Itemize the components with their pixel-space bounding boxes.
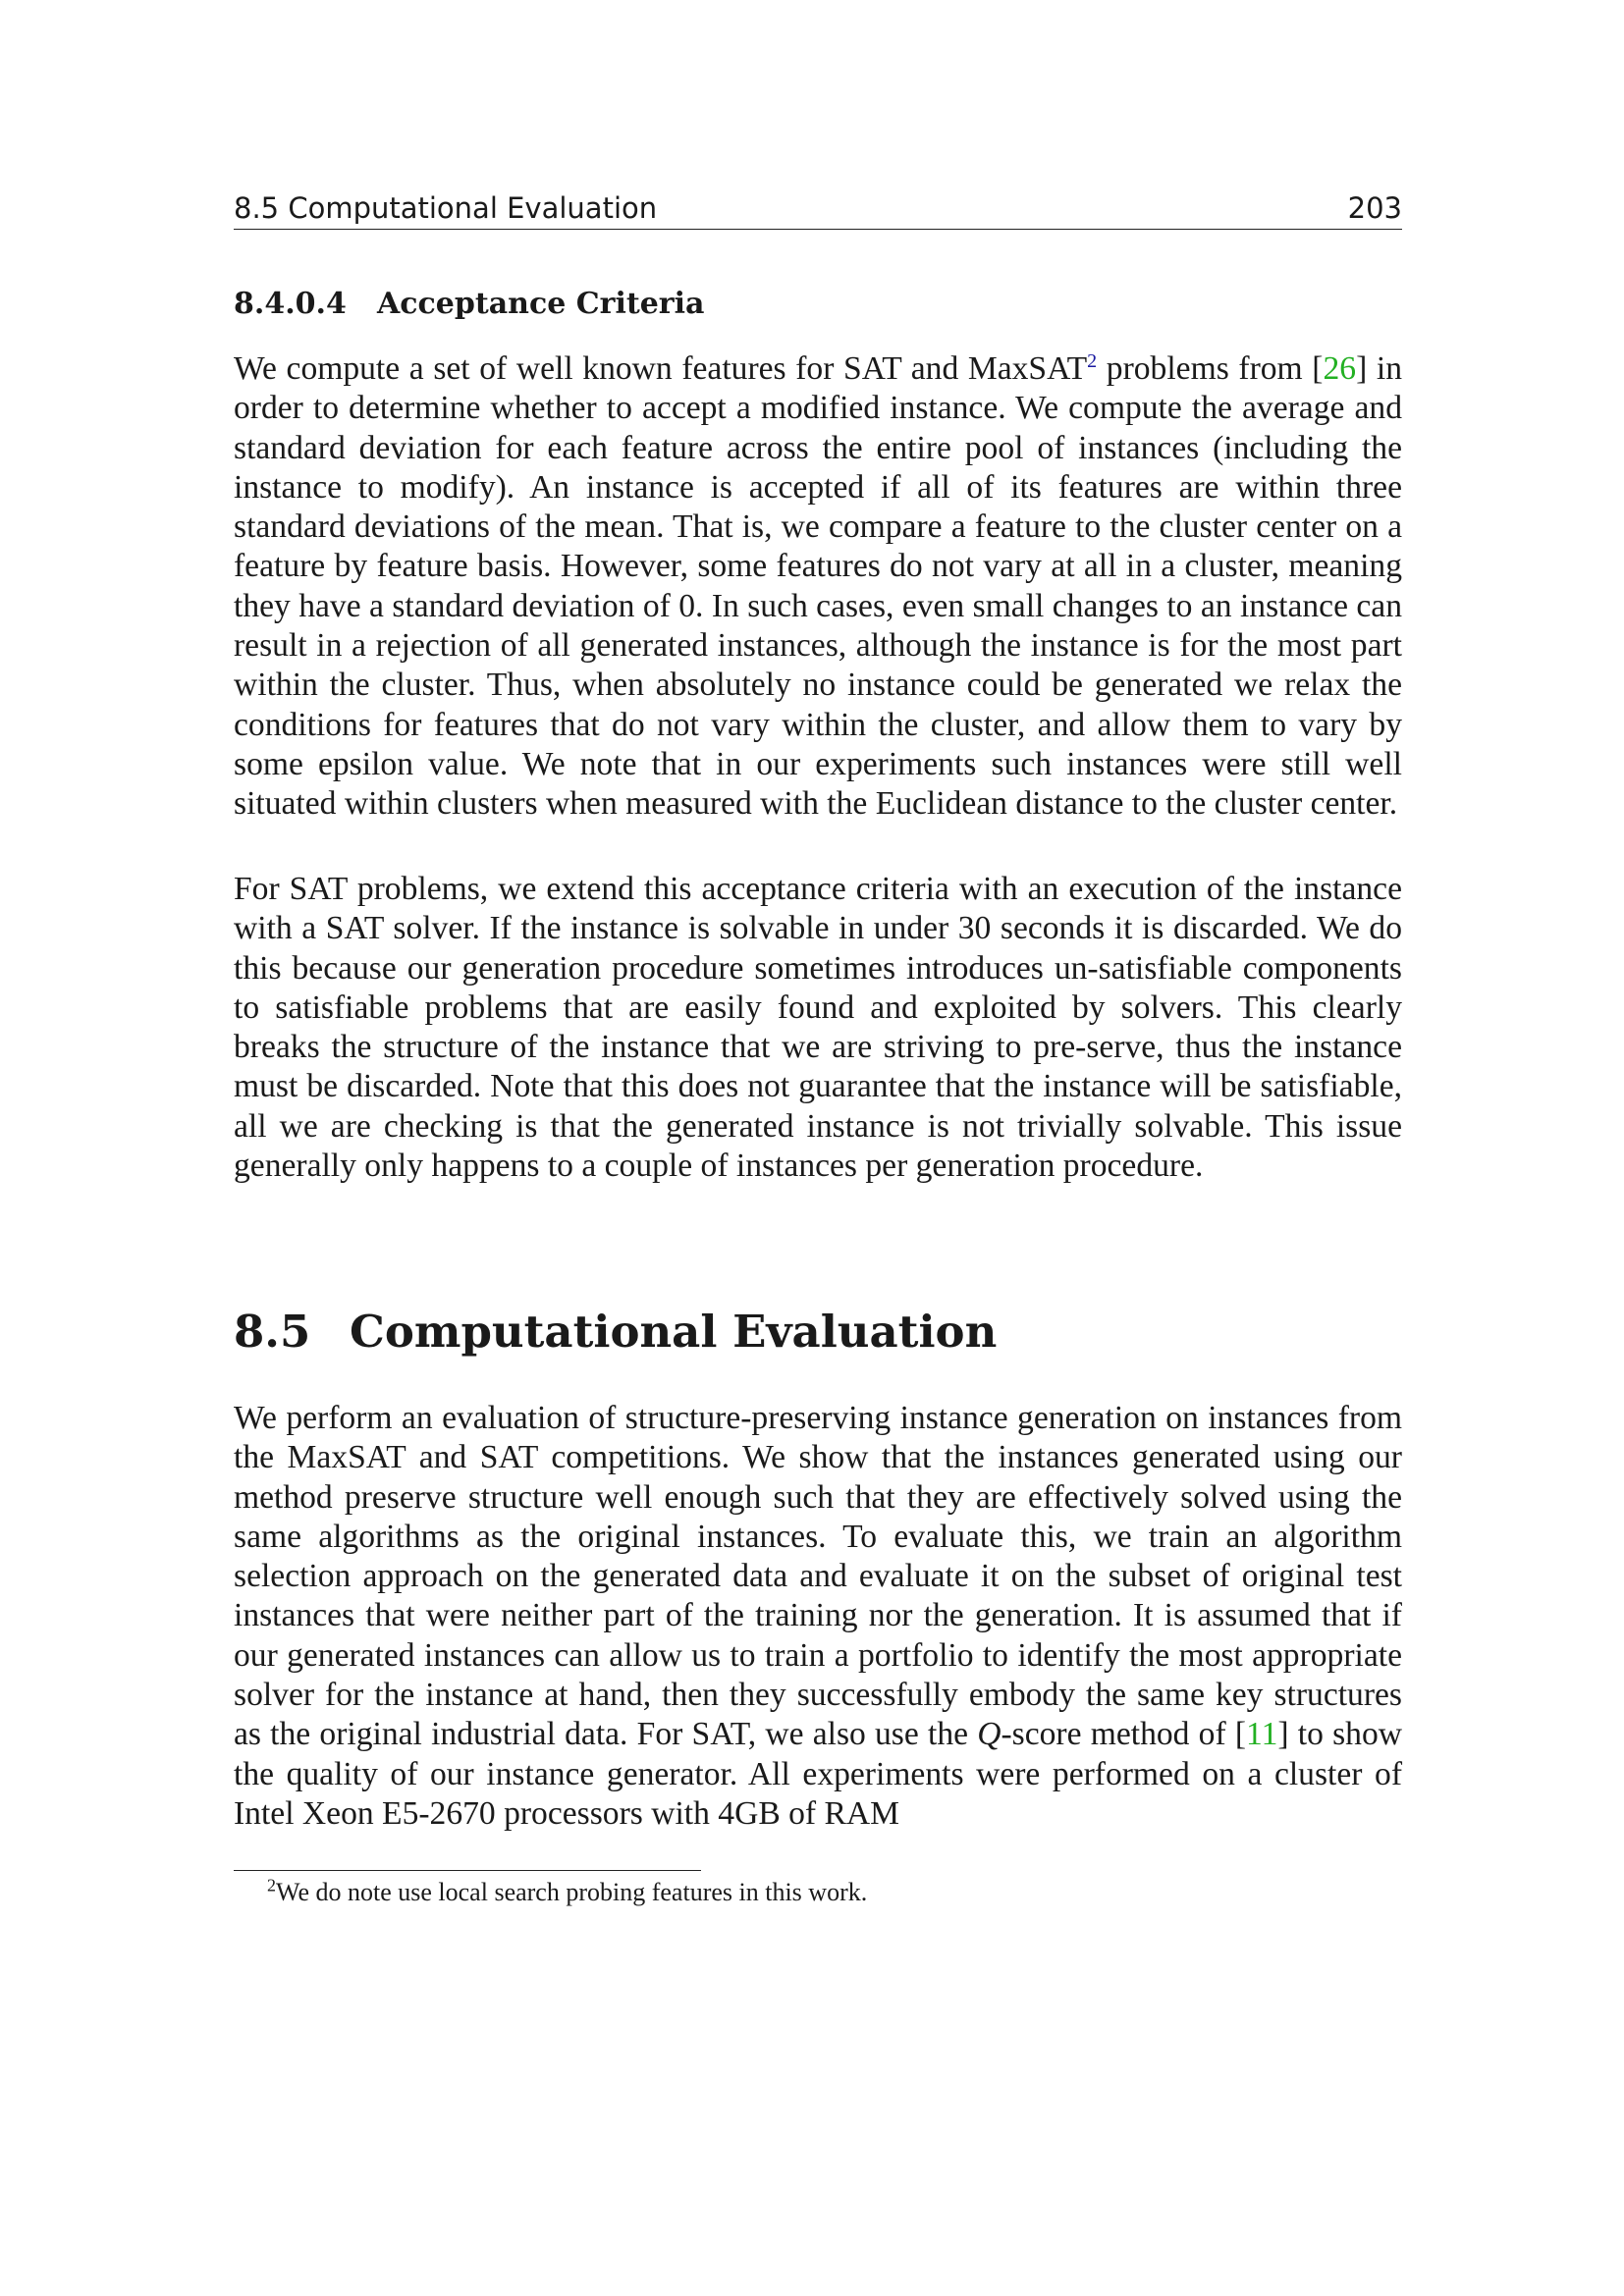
- footnote-text: We do note use local search probing features in this work.: [276, 1878, 868, 1906]
- subsection-title: Acceptance Criteria: [377, 287, 705, 321]
- para1-text-c: ] in order to determine whether to accept a modified instance. We compute the average and standard deviation for each feature across the entire pool of instances (including the instance to modify). An instance is accepted if all of its features are within three standard deviations of the mean. That is, we compare a feature to the cluster center on a feature by feature basis. However, some features do not vary at all in a cluster, meaning they have a standard deviation of 0. In such cases, even small changes to an instance can result in a rejection of all generated instances, although the instance is for the most part within the cluster. Thus, when absolutely no instance could be generated we relax the conditions for features that do not vary within the cluster, and allow them to vary by some epsilon value. We note that in our experiments such instances were still well situated within clusters when measured with the Euclidean distance to the cluster center.: [234, 350, 1402, 823]
- citation-link-26[interactable]: 26: [1323, 350, 1357, 387]
- footnote-rule: [234, 1870, 701, 1871]
- subsection-number: 8.4.0.4: [234, 287, 347, 321]
- section-number: 8.5: [234, 1306, 311, 1358]
- para3-text-c: ] to show the quality of our instance generator. All experiments were performed on a cluster of Intel Xeon E5-2670 processors with 4GB of RAM: [234, 1716, 1402, 1832]
- para1-text-a: We compute a set of well known features for SAT and MaxSAT: [234, 350, 1088, 387]
- running-title: 8.5 Computational Evaluation: [234, 191, 658, 225]
- paragraph-acceptance-2: For SAT problems, we extend this acceptance criteria with an execution of the instance with a SAT solver. If the instance is solvable in under 30 seconds it is discarded. We do this because our generation procedure sometimes introduces un-satisfiable components to satisfiable problems that are easily found and exploited by solvers. This clearly breaks the structure of the instance that we are striving to pre-serve, thus the instance must be discarded. Note that this does not guarantee that the instance will be satisfiable, all we are checking is that the generated instance is not trivially solvable. This issue generally only happens to a couple of instances per generation procedure.: [234, 871, 1402, 1185]
- section-heading: [234, 1306, 997, 1358]
- running-header: [234, 187, 1402, 230]
- para1-text-b: problems from [: [1097, 350, 1324, 387]
- footnote: [267, 1877, 867, 1908]
- para3-text-a: We perform an evaluation of structure-preserving instance generation on instances from the MaxSAT and SAT competitions. We show that the instances generated using our method preserve structure well enough such that they are effectively solved using the same algorithms as the original instances. To evaluate this, we train an algorithm selection approach on the generated data and evaluate it on the subset of original test instances that were neither part of the training nor the generation. It is assumed that if our generated instances can allow us to train a portfolio to identify the most appropriate solver for the instance at hand, then they successfully embody the same key structures as the original industrial data. For SAT, we also use the: [234, 1400, 1402, 1753]
- section-title: Computational Evaluation: [350, 1306, 998, 1358]
- footnote-number: 2: [267, 1875, 276, 1896]
- q-symbol: Q: [977, 1716, 1001, 1753]
- page-number: 203: [1347, 191, 1402, 225]
- subsection-heading: [234, 287, 704, 321]
- para3-text-b: -score method of [: [1001, 1716, 1247, 1753]
- citation-link-11[interactable]: 11: [1246, 1716, 1278, 1753]
- paragraph-evaluation: [234, 1399, 1402, 1834]
- footnote-marker[interactable]: 2: [1087, 349, 1098, 372]
- paragraph-acceptance-1: [234, 349, 1402, 825]
